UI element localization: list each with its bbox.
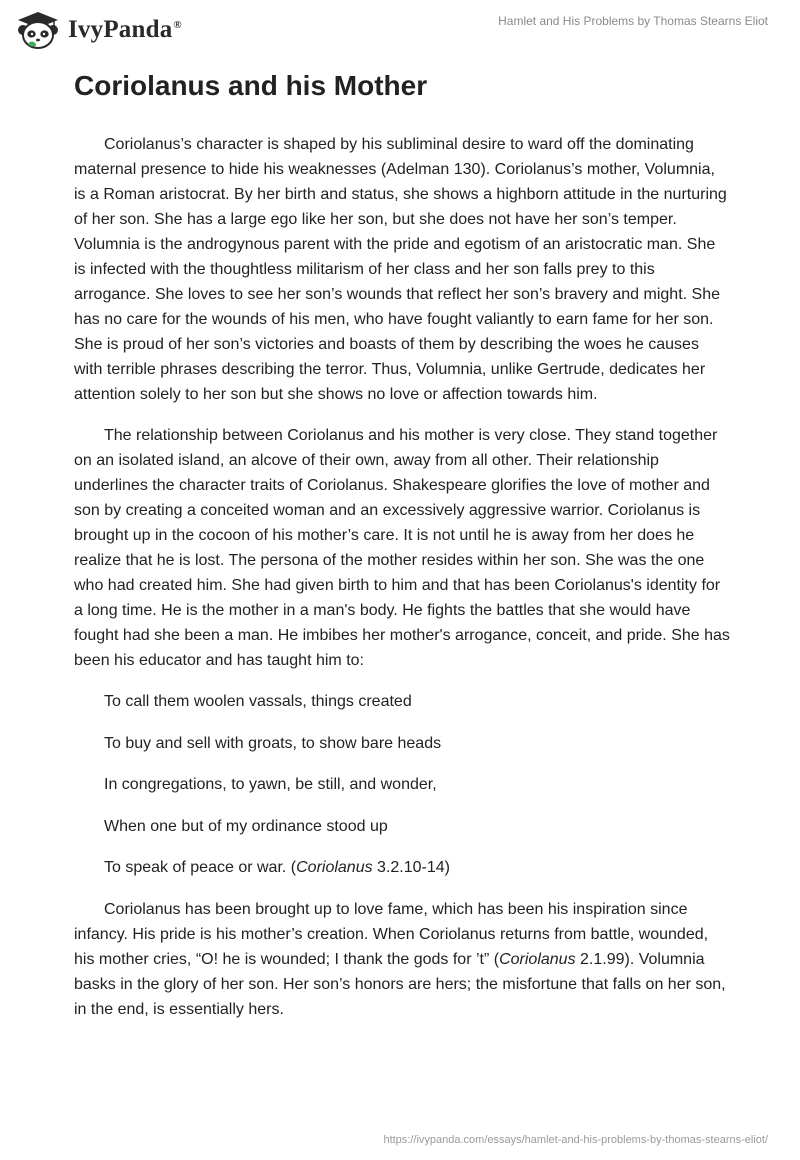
quote-line-3: In congregations, to yawn, be still, and wonder, (104, 776, 437, 793)
quote-line-4: When one but of my ordinance stood up (104, 817, 388, 835)
footer-source-url[interactable]: https://ivypanda.com/essays/hamlet-and-his-problems-by-thomas-stearns-eliot/ (383, 1134, 768, 1146)
page-header (0, 0, 800, 60)
citation-title: Coriolanus (499, 950, 576, 968)
paragraph-2: The relationship between Coriolanus and his mother is very close. They stand together on an isolated island, an alcove of their own, away from all other. Their relationship underlines the character traits of Coriolanus. Shakespeare glorifies the love of mother and son by creating a conceited woman and an excessively aggressive warrior. Coriolanus is brought up in the cocoon of his mother’s care. It is not until he is away from her does he realize that he is lost. The persona of the mother resides within her son. She was the one who had created him. She had given birth to him and that has been Coriolanus's identity for a long time. He is the mother in a man's body. He fights the battles that she would have fought had she been a man. He imbibes her mother's arrogance, conceit, and pride. She has been his educator and has taught him to: (74, 427, 730, 669)
quote-citation-title: Coriolanus (296, 859, 373, 876)
paragraph-1: Coriolanus’s character is shaped by his subliminal desire to ward off the dominating maternal presence to hide his weaknesses (Adelman 130). Coriolanus’s mother, Volumnia, is a Roman aristocrat. By her birth and status, she shows a highborn attitude in the nurturing of her son. She has a large ego like her son, but she does not have her son’s temper. Volumnia is the androgynous parent with the pride and egotism of an aristocratic man. She is infected with the thoughtless militarism of her class and her son falls prey to this arrogance. She loves to see her son’s wounds that reflect her son’s bravery and might. She has no care for the wounds of his men, who have fought valiantly to earn fame for her son. She is proud of her son’s victories and boasts of them by describing the woes he causes with terrible phrases describing the terror. Thus, Volumnia, unlike Gertrude, dedicates her attention solely to her son but she shows no love or affection towards him. (74, 136, 727, 403)
ivypanda-logo[interactable] (14, 10, 182, 50)
running-title: Hamlet and His Problems by Thomas Stearns Eliot (498, 14, 768, 28)
panda-graduate-icon (14, 10, 62, 50)
paragraph-3: Coriolanus has been brought up to love fame, which has been his inspiration since infancy. His pride is his mother’s creation. When Coriolanus returns from battle, wounded, his mother cries, “O! he is wounded; I thank the gods for ’t” (Coriolanus 2.1.99). Volumnia basks in the glory of her son. Her son’s honors are hers; the misfortune that falls on her son, in the end, is essentially hers. (74, 900, 726, 1018)
logo-text: IvyPanda® (68, 16, 182, 43)
quote-line-2: To buy and sell with groats, to show bare heads (104, 734, 442, 752)
essay-body (74, 132, 730, 1038)
page-title: Coriolanus and his Mother (74, 70, 428, 101)
quote-line-1: To call them woolen vassals, things created (104, 693, 412, 710)
quote-line-5: To speak of peace or war. (Coriolanus 3.2.10-14) (104, 859, 450, 876)
